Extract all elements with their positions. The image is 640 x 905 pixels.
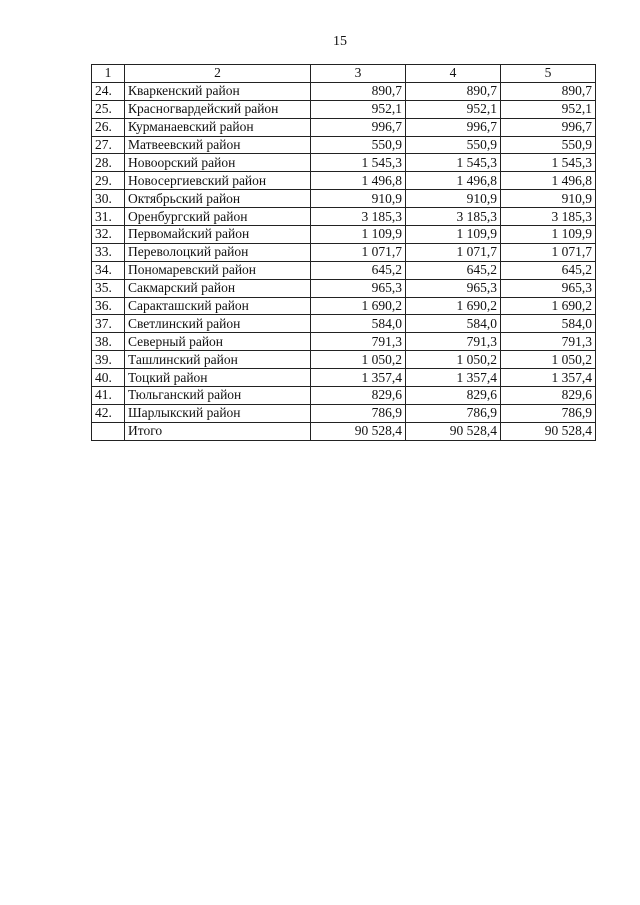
header-cell-3: 3 (311, 65, 406, 83)
value-col4-cell: 829,6 (406, 387, 501, 405)
district-name-cell: Тюльганский район (125, 387, 311, 405)
row-number-cell: 39. (92, 351, 125, 369)
table-row (92, 387, 596, 405)
value-col3-cell: 890,7 (311, 82, 406, 100)
value-col3-cell: 584,0 (311, 315, 406, 333)
value-col4-cell: 791,3 (406, 333, 501, 351)
value-col4-cell: 786,9 (406, 404, 501, 422)
row-number-cell: 35. (92, 279, 125, 297)
row-number-cell: 33. (92, 243, 125, 261)
table-row (92, 315, 596, 333)
row-number-cell: 28. (92, 154, 125, 172)
table-row (92, 226, 596, 244)
district-table (91, 64, 596, 441)
value-col3-cell: 791,3 (311, 333, 406, 351)
value-col3-cell: 965,3 (311, 279, 406, 297)
value-col3-cell: 786,9 (311, 404, 406, 422)
row-number-cell: 30. (92, 190, 125, 208)
district-name-cell: Октябрьский район (125, 190, 311, 208)
value-col3-cell: 1 050,2 (311, 351, 406, 369)
value-col3-cell: 550,9 (311, 136, 406, 154)
table-row (92, 243, 596, 261)
row-number-cell: 31. (92, 208, 125, 226)
row-number-cell: 27. (92, 136, 125, 154)
value-col5-cell: 90 528,4 (501, 422, 596, 440)
value-col4-cell: 1 690,2 (406, 297, 501, 315)
value-col4-cell: 645,2 (406, 261, 501, 279)
value-col3-cell: 1 109,9 (311, 226, 406, 244)
value-col4-cell: 1 357,4 (406, 369, 501, 387)
value-col4-cell: 1 071,7 (406, 243, 501, 261)
district-name-cell: Итого (125, 422, 311, 440)
district-name-cell: Новоорский район (125, 154, 311, 172)
table-row (92, 154, 596, 172)
table-row (92, 172, 596, 190)
value-col5-cell: 550,9 (501, 136, 596, 154)
value-col4-cell: 1 496,8 (406, 172, 501, 190)
header-cell-5: 5 (501, 65, 596, 83)
district-name-cell: Шарлыкский район (125, 404, 311, 422)
value-col4-cell: 90 528,4 (406, 422, 501, 440)
value-col4-cell: 550,9 (406, 136, 501, 154)
value-col5-cell: 890,7 (501, 82, 596, 100)
district-name-cell: Первомайский район (125, 226, 311, 244)
value-col5-cell: 1 050,2 (501, 351, 596, 369)
value-col5-cell: 3 185,3 (501, 208, 596, 226)
district-name-cell: Тоцкий район (125, 369, 311, 387)
value-col5-cell: 1 690,2 (501, 297, 596, 315)
district-name-cell: Новосергиевский район (125, 172, 311, 190)
table-row (92, 351, 596, 369)
value-col5-cell: 829,6 (501, 387, 596, 405)
district-name-cell: Переволоцкий район (125, 243, 311, 261)
value-col3-cell: 996,7 (311, 118, 406, 136)
district-name-cell: Северный район (125, 333, 311, 351)
district-name-cell: Матвеевский район (125, 136, 311, 154)
value-col3-cell: 3 185,3 (311, 208, 406, 226)
value-col3-cell: 1 545,3 (311, 154, 406, 172)
value-col4-cell: 1 050,2 (406, 351, 501, 369)
row-number-cell: 34. (92, 261, 125, 279)
value-col3-cell: 1 071,7 (311, 243, 406, 261)
district-name-cell: Ташлинский район (125, 351, 311, 369)
table-row (92, 404, 596, 422)
value-col3-cell: 645,2 (311, 261, 406, 279)
table-row (92, 333, 596, 351)
value-col5-cell: 1 496,8 (501, 172, 596, 190)
header-cell-1: 1 (92, 65, 125, 83)
row-number-cell: 37. (92, 315, 125, 333)
value-col5-cell: 1 357,4 (501, 369, 596, 387)
page-number: 15 (333, 34, 347, 49)
row-number-cell (92, 422, 125, 440)
district-name-cell: Оренбургский район (125, 208, 311, 226)
table-row (92, 297, 596, 315)
value-col5-cell: 1 109,9 (501, 226, 596, 244)
table-row (92, 118, 596, 136)
value-col4-cell: 965,3 (406, 279, 501, 297)
value-col4-cell: 1 109,9 (406, 226, 501, 244)
header-cell-4: 4 (406, 65, 501, 83)
header-cell-2: 2 (125, 65, 311, 83)
district-name-cell: Саракташский район (125, 297, 311, 315)
row-number-cell: 38. (92, 333, 125, 351)
row-number-cell: 26. (92, 118, 125, 136)
value-col5-cell: 1 071,7 (501, 243, 596, 261)
district-name-cell: Кваркенский район (125, 82, 311, 100)
value-col4-cell: 910,9 (406, 190, 501, 208)
value-col3-cell: 1 496,8 (311, 172, 406, 190)
district-name-cell: Сакмарский район (125, 279, 311, 297)
value-col3-cell: 1 690,2 (311, 297, 406, 315)
district-name-cell: Красногвардейский район (125, 100, 311, 118)
table-header-row (92, 65, 596, 83)
row-number-cell: 29. (92, 172, 125, 190)
value-col5-cell: 786,9 (501, 404, 596, 422)
value-col3-cell: 952,1 (311, 100, 406, 118)
table-row (92, 369, 596, 387)
table-row (92, 100, 596, 118)
value-col3-cell: 829,6 (311, 387, 406, 405)
table-row (92, 136, 596, 154)
value-col5-cell: 910,9 (501, 190, 596, 208)
value-col4-cell: 996,7 (406, 118, 501, 136)
row-number-cell: 25. (92, 100, 125, 118)
value-col4-cell: 890,7 (406, 82, 501, 100)
value-col3-cell: 910,9 (311, 190, 406, 208)
table-row (92, 82, 596, 100)
value-col4-cell: 584,0 (406, 315, 501, 333)
row-number-cell: 41. (92, 387, 125, 405)
value-col5-cell: 996,7 (501, 118, 596, 136)
table-row (92, 279, 596, 297)
value-col5-cell: 645,2 (501, 261, 596, 279)
district-name-cell: Светлинский район (125, 315, 311, 333)
value-col3-cell: 1 357,4 (311, 369, 406, 387)
value-col4-cell: 3 185,3 (406, 208, 501, 226)
table-row (92, 261, 596, 279)
district-name-cell: Курманаевский район (125, 118, 311, 136)
value-col5-cell: 584,0 (501, 315, 596, 333)
table-row (92, 190, 596, 208)
row-number-cell: 32. (92, 226, 125, 244)
value-col5-cell: 965,3 (501, 279, 596, 297)
table-row (92, 208, 596, 226)
row-number-cell: 36. (92, 297, 125, 315)
value-col4-cell: 1 545,3 (406, 154, 501, 172)
table-total-row (92, 422, 596, 440)
district-name-cell: Пономаревский район (125, 261, 311, 279)
value-col3-cell: 90 528,4 (311, 422, 406, 440)
row-number-cell: 40. (92, 369, 125, 387)
value-col5-cell: 1 545,3 (501, 154, 596, 172)
row-number-cell: 24. (92, 82, 125, 100)
row-number-cell: 42. (92, 404, 125, 422)
value-col5-cell: 952,1 (501, 100, 596, 118)
table-body (92, 82, 596, 440)
value-col4-cell: 952,1 (406, 100, 501, 118)
value-col5-cell: 791,3 (501, 333, 596, 351)
